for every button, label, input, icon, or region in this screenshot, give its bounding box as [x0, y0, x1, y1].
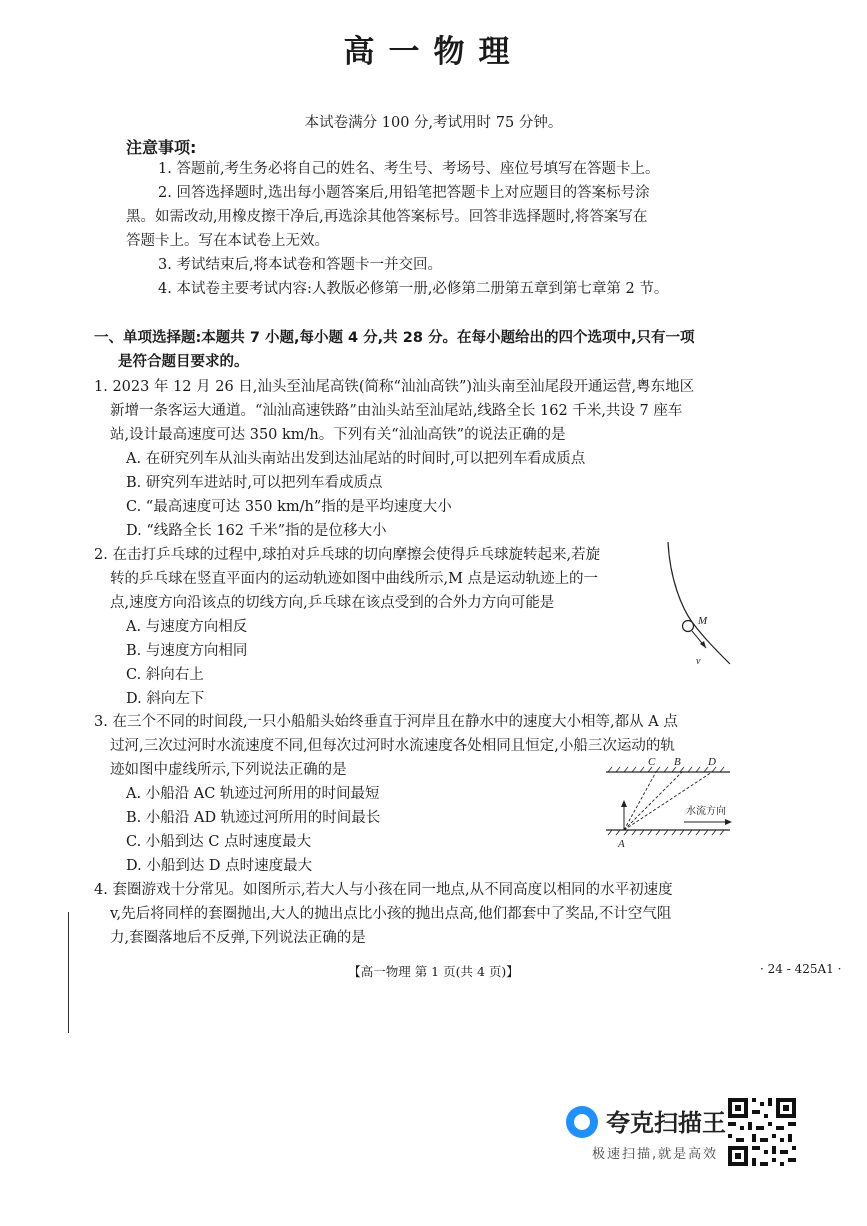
- question-2-option-a: A. 与速度方向相反: [126, 619, 248, 635]
- ball-m: [683, 621, 694, 632]
- section-heading-cont: 是符合题目要求的。: [118, 354, 249, 370]
- river-figure: [598, 756, 738, 852]
- question-4-text: 力,套圈落地后不反弹,下列说法正确的是: [110, 930, 366, 946]
- question-1-option-a: A. 在研究列车从汕头南站出发到达汕尾站的时间时,可以把列车看成质点: [126, 451, 586, 467]
- question-1-text: 1. 2023 年 12 月 26 日,汕头至汕尾高铁(简称“汕汕高铁”)汕头南至汕尾段开通运营,粤东地区: [94, 379, 695, 395]
- question-2-text: 转的乒乓球在竖直平面内的运动轨迹如图中曲线所示,M 点是运动轨迹上的一: [110, 571, 599, 587]
- flow-arrowhead: [725, 819, 732, 825]
- question-2-option-d: D. 斜向左下: [126, 691, 205, 707]
- question-1-text: 站,设计最高速度可达 350 km/h。下列有关“汕汕高铁”的说法正确的是: [110, 427, 566, 443]
- question-3-option-b: B. 小船沿 AD 轨迹过河所用的时间最长: [126, 810, 381, 826]
- label-d: D: [708, 756, 716, 768]
- top-bank-hatch: [608, 767, 724, 772]
- heading-arrowhead: [621, 800, 627, 807]
- question-1-option-c: C. “最高速度可达 350 km/h”指的是平均速度大小: [126, 499, 452, 515]
- question-2-option-c: C. 斜向右上: [126, 667, 204, 683]
- question-2-text: 点,速度方向沿该点的切线方向,乒乓球在该点受到的合外力方向可能是: [110, 595, 555, 611]
- question-2-text: 2. 在击打乒乓球的过程中,球拍对乒乓球的切向摩擦会使得乒乓球旋转起来,若旋: [94, 547, 601, 563]
- exam-info: 本试卷满分 100 分,考试用时 75 分钟。: [304, 115, 563, 131]
- notice-line: 3. 考试结束后,将本试卷和答题卡一并交回。: [158, 257, 443, 273]
- notice-line: 1. 答题前,考生务必将自己的姓名、考生号、考场号、座位号填写在答题卡上。: [158, 161, 660, 177]
- label-m: M: [698, 615, 708, 627]
- qr-code-icon: [726, 1096, 798, 1168]
- trajectory-figure: [660, 540, 740, 670]
- question-3-option-c: C. 小船到达 C 点时速度最大: [126, 834, 312, 850]
- path-ac: [624, 772, 656, 830]
- question-2-option-b: B. 与速度方向相同: [126, 643, 248, 659]
- label-v: v: [696, 656, 701, 667]
- flow-label: 水流方向: [686, 806, 726, 817]
- question-4-text: v,先后将同样的套圈抛出,大人的抛出点比小孩的抛出点高,他们都套中了奖品,不计空气阻: [110, 906, 672, 922]
- scanner-logo-icon: [566, 1106, 598, 1138]
- page-title: 高一物理: [343, 34, 524, 70]
- exam-code: · 24 - 425A1 ·: [760, 962, 842, 976]
- path-ab: [624, 772, 682, 830]
- question-4-text: 4. 套圈游戏十分常见。如图所示,若大人与小孩在同一地点,从不同高度以相同的水平初速度: [94, 882, 673, 898]
- notice-line: 答题卡上。写在本试卷上无效。: [126, 233, 329, 249]
- question-3-option-a: A. 小船沿 AC 轨迹过河所用的时间最短: [126, 786, 380, 802]
- path-ad: [624, 772, 712, 830]
- question-3-text: 3. 在三个不同的时间段,一只小船船头始终垂直于河岸且在静水中的速度大小相等,都从 A 点: [94, 714, 678, 730]
- question-3-option-d: D. 小船到达 D 点时速度最大: [126, 858, 313, 874]
- notice-line: 4. 本试卷主要考试内容:人教版必修第一册,必修第二册第五章到第七章第 2 节。: [158, 281, 669, 297]
- label-b: B: [674, 756, 681, 768]
- question-3-text: 过河,三次过河时水流速度不同,但每次过河时水流速度各处相同且恒定,小船三次运动的轨: [110, 738, 675, 754]
- trajectory-curve: [668, 542, 730, 664]
- label-a: A: [618, 838, 625, 850]
- notice-heading: 注意事项:: [126, 138, 197, 157]
- page-footer: 【高一物理 第 1 页(共 4 页)】: [348, 964, 519, 979]
- question-1-option-b: B. 研究列车进站时,可以把列车看成质点: [126, 475, 383, 491]
- scanner-slogan: 极速扫描,就是高效: [592, 1147, 719, 1162]
- question-1-option-d: D. “线路全长 162 千米”指的是位移大小: [126, 523, 387, 539]
- notice-line: 黑。如需改动,用橡皮擦干净后,再选涂其他答案标号。回答非选择题时,将答案写在: [126, 209, 648, 225]
- question-1-text: 新增一条客运大通道。“汕汕高速铁路”由汕头站至汕尾站,线路全长 162 千米,共设 7 座车: [110, 403, 683, 419]
- notice-line: 2. 回答选择题时,选出每小题答案后,用铅笔把答题卡上对应题目的答案标号涂: [158, 185, 650, 201]
- section-heading: 一、单项选择题:本题共 7 小题,每小题 4 分,共 28 分。在每小题给出的四个选项中,只有一项: [94, 330, 695, 346]
- bottom-bank-hatch: [608, 830, 724, 835]
- question-3-text: 迹如图中虚线所示,下列说法正确的是: [110, 762, 347, 778]
- scanner-app-name: 夸克扫描王: [606, 1109, 726, 1137]
- label-c: C: [648, 756, 656, 768]
